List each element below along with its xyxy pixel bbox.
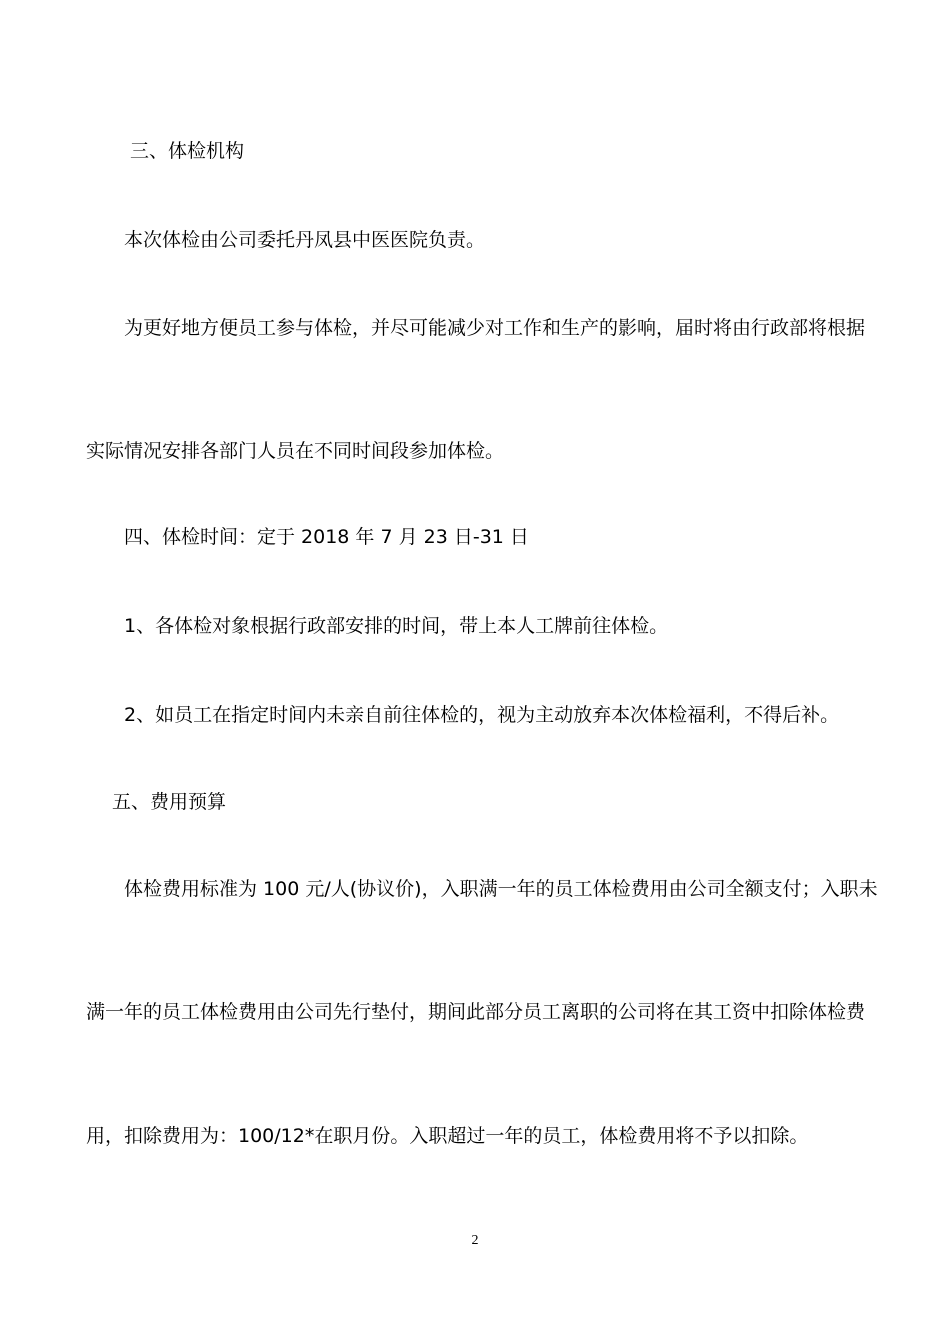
list-item-1: 1、各体检对象根据行政部安排的时间，带上本人工牌前往体检。 (124, 615, 669, 637)
paragraph-budget-line-3: 用，扣除费用为：100/12*在职月份。入职超过一年的员工，体检费用将不予以扣除。 (86, 1125, 809, 1147)
section-heading-budget: 五、费用预算 (112, 791, 227, 813)
paragraph-arrangement-line-1: 为更好地方便员工参与体检，并尽可能减少对工作和生产的影响，届时将由行政部将根据 (124, 317, 866, 339)
paragraph-budget-line-2: 满一年的员工体检费用由公司先行垫付，期间此部分员工离职的公司将在其工资中扣除体检费 (86, 1001, 866, 1023)
paragraph-institution: 本次体检由公司委托丹凤县中医医院负责。 (124, 229, 486, 251)
section-heading-time: 四、体检时间：定于 2018 年 7 月 23 日-31 日 (124, 526, 529, 548)
paragraph-arrangement-line-2: 实际情况安排各部门人员在不同时间段参加体检。 (86, 440, 505, 462)
paragraph-budget-line-1: 体检费用标准为 100 元/人(协议价)，入职满一年的员工体检费用由公司全额支付；入职未 (124, 878, 878, 900)
section-heading-institution: 三、体检机构 (130, 140, 245, 162)
page-number: 2 (471, 1233, 479, 1248)
list-item-2: 2、如员工在指定时间内未亲自前往体检的，视为主动放弃本次体检福利，不得后补。 (124, 704, 840, 726)
